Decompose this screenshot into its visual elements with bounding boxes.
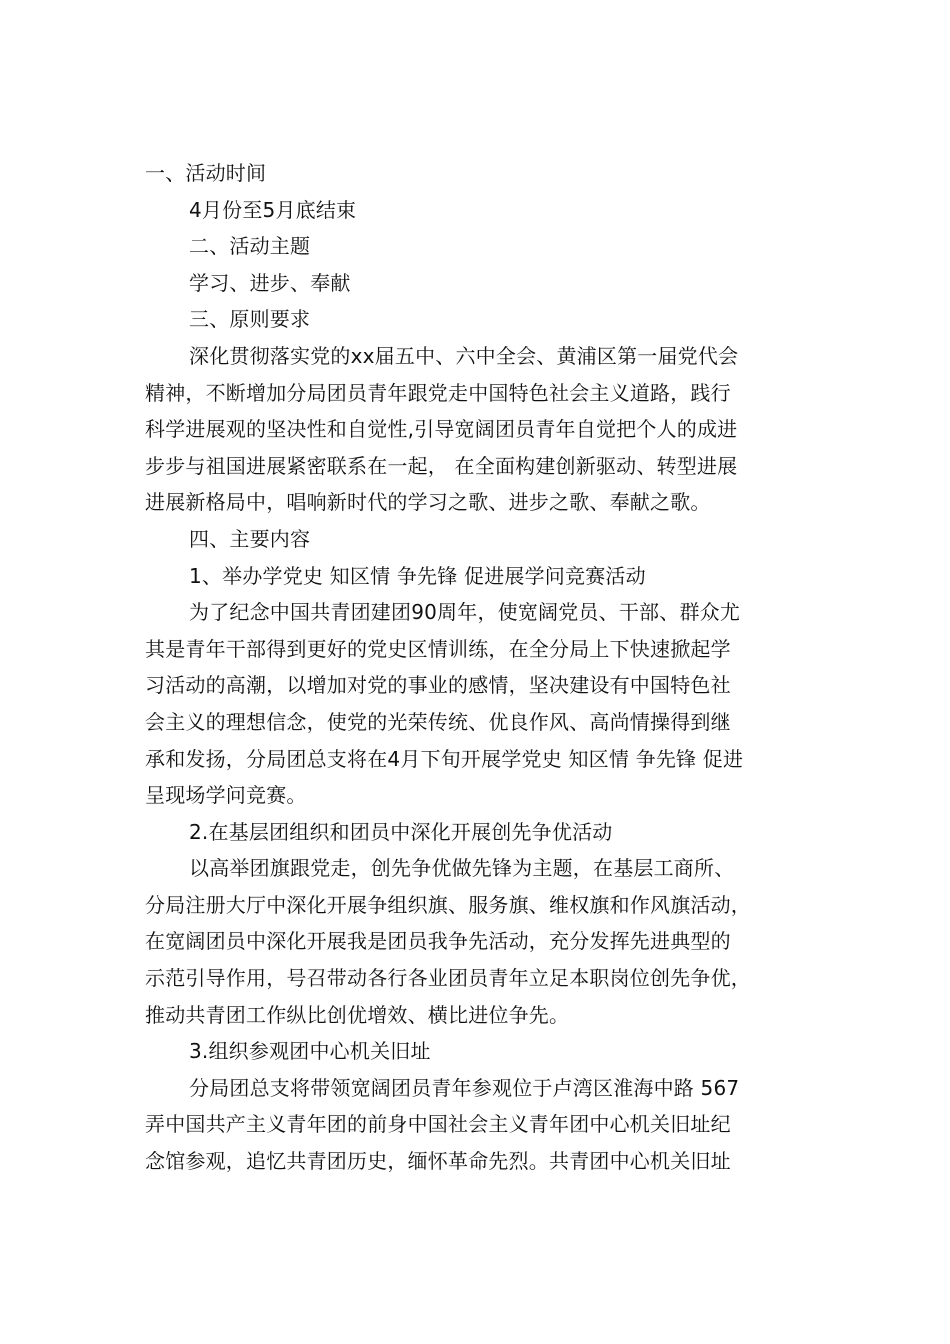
paragraph-line: 分局注册大厅中深化开展争组织旗、服务旗、维权旗和作风旗活动，	[145, 892, 751, 917]
paragraph-line: 推动共青团工作纵比创优增效、横比进位争先。	[145, 1002, 570, 1027]
subheading-item-1: 1、举办学党史 知区情 争先锋 促进展学问竞赛活动	[189, 563, 646, 588]
activity-time-text: 4月份至5月底结束	[189, 197, 357, 222]
document-body	[145, 155, 810, 1180]
paragraph-line: 深化贯彻落实党的xx届五中、六中全会、黄浦区第一届党代会	[189, 343, 739, 368]
paragraph-line: 习活动的高潮，以增加对党的事业的感情，坚决建设有中国特色社	[145, 673, 731, 698]
paragraph-line: 示范引导作用，号召带动各行各业团员青年立足本职岗位创先争优，	[145, 966, 751, 991]
paragraph-line: 弄中国共产主义青年团的前身中国社会主义青年团中心机关旧址纪	[145, 1112, 731, 1137]
paragraph-line: 分局团总支将带领宽阔团员青年参观位于卢湾区淮海中路 567	[189, 1075, 740, 1100]
paragraph-line: 为了纪念中国共青团建团90周年，使宽阔党员、干部、群众尤	[189, 600, 741, 625]
paragraph-line: 进展新格局中，唱响新时代的学习之歌、进步之歌、奉献之歌。	[145, 490, 711, 515]
paragraph-line: 其是青年干部得到更好的党史区情训练，在全分局上下快速掀起学	[145, 636, 731, 661]
heading-activity-time: 一、活动时间	[145, 161, 267, 185]
paragraph-line: 以高举团旗跟党走，创先争优做先锋为主题，在基层工商所、	[189, 856, 735, 881]
paragraph-line: 精神，不断增加分局团员青年跟党走中国特色社会主义道路，践行	[145, 380, 731, 405]
paragraph-line: 步步与祖国进展紧密联系在一起， 在全面构建创新驱动、转型进展	[145, 453, 738, 478]
heading-principles: 三、原则要求	[189, 307, 311, 332]
activity-theme-text: 学习、进步、奉献	[189, 270, 351, 295]
paragraph-line: 呈现场学问竞赛。	[145, 783, 307, 808]
heading-activity-theme: 二、活动主题	[189, 234, 311, 259]
subheading-item-3: 3.组织参观团中心机关旧址	[189, 1039, 431, 1064]
paragraph-line: 在宽阔团员中深化开展我是团员我争先活动，充分发挥先进典型的	[145, 929, 731, 954]
paragraph-line: 念馆参观，追忆共青团历史，缅怀革命先烈。共青团中心机关旧址	[145, 1149, 731, 1174]
paragraph-line: 会主义的理想信念，使党的光荣传统、优良作风、高尚情操得到继	[145, 709, 731, 734]
heading-main-content: 四、主要内容	[189, 526, 311, 551]
paragraph-line: 承和发扬，分局团总支将在4月下旬开展学党史 知区情 争先锋 促进	[145, 746, 744, 771]
paragraph-line: 科学进展观的坚决性和自觉性,引导宽阔团员青年自觉把个人的成进	[145, 417, 738, 442]
subheading-item-2: 2.在基层团组织和团员中深化开展创先争优活动	[189, 819, 613, 844]
